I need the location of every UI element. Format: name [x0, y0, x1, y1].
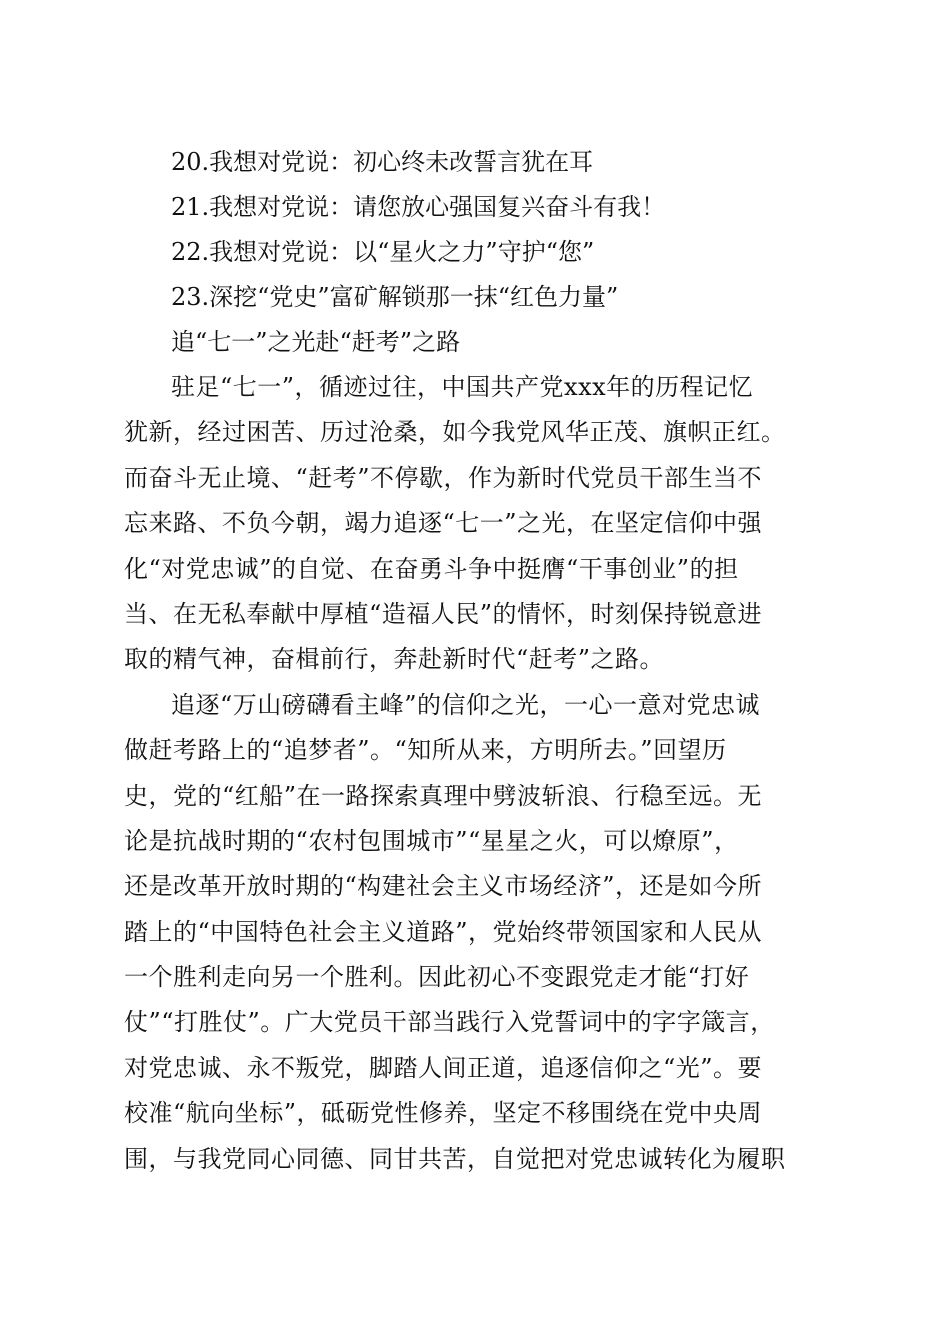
paragraph-line: 还是改革开放时期的“构建社会主义市场经济”，还是如今所	[124, 872, 763, 901]
article-title: 追“七一”之光赴“赶考”之路	[171, 328, 461, 356]
paragraph-1	[124, 365, 830, 683]
paragraph-line: 驻足“七一”，循迹过往，中国共产党xxx年的历程记忆	[171, 373, 754, 401]
paragraph-line: 一个胜利走向另一个胜利。因此初心不变跟党走才能“打好	[124, 963, 750, 992]
paragraph-line: 对党忠诚、永不叛党，脚踏人间正道，追逐信仰之“光”。要	[124, 1053, 763, 1082]
document-body	[124, 140, 830, 1182]
paragraph-line: 仗”“打胜仗”。广大党员干部当践行入党誓词中的字字箴言，	[124, 1008, 775, 1037]
paragraph-line: 当、在无私奉献中厚植“造福人民”的情怀，时刻保持锐意进	[124, 599, 763, 628]
list-item: 23.深挖“党史”富矿解锁那一抹“红色力量”	[171, 283, 619, 311]
paragraph-line: 做赶考路上的“追梦者”。“知所从来，方明所去。”回望历	[124, 736, 727, 765]
numbered-list	[124, 140, 830, 320]
list-item: 21.我想对党说：请您放心强国复兴奋斗有我！	[171, 193, 666, 221]
paragraph-line: 围，与我党同心同德、同甘共苦，自觉把对党忠诚转化为履职	[124, 1144, 786, 1173]
paragraph-line: 而奋斗无止境、“赶考”不停歇，作为新时代党员干部生当不	[124, 463, 763, 492]
paragraph-line: 忘来路、不负今朝，竭力追逐“七一”之光，在坚定信仰中强	[124, 509, 763, 538]
paragraph-line: 化“对党忠诚”的自觉、在奋勇斗争中挺膺“干事创业”的担	[124, 554, 739, 583]
list-item: 22.我想对党说：以“星火之力”守护“您”	[171, 238, 595, 266]
paragraph-2	[124, 683, 830, 1182]
paragraph-line: 论是抗战时期的“农村包围城市”“星星之火，可以燎原”，	[124, 826, 739, 855]
paragraph-line: 史，党的“红船”在一路探索真理中劈波斩浪、行稳至远。无	[124, 781, 763, 810]
paragraph-line: 犹新，经过困苦、历过沧桑，如今我党风华正茂、旗帜正红。	[124, 418, 786, 447]
paragraph-line: 取的精气神，奋楫前行，奔赴新时代“赶考”之路。	[124, 645, 665, 674]
paragraph-line: 校准“航向坐标”，砥砺党性修养，坚定不移围绕在党中央周	[124, 1099, 763, 1128]
paragraph-line: 踏上的“中国特色社会主义道路”，党始终带领国家和人民从	[124, 917, 763, 946]
list-item: 20.我想对党说：初心终未改誓言犹在耳	[171, 148, 594, 176]
paragraph-line: 追逐“万山磅礴看主峰”的信仰之光，一心一意对党忠诚	[171, 690, 761, 719]
